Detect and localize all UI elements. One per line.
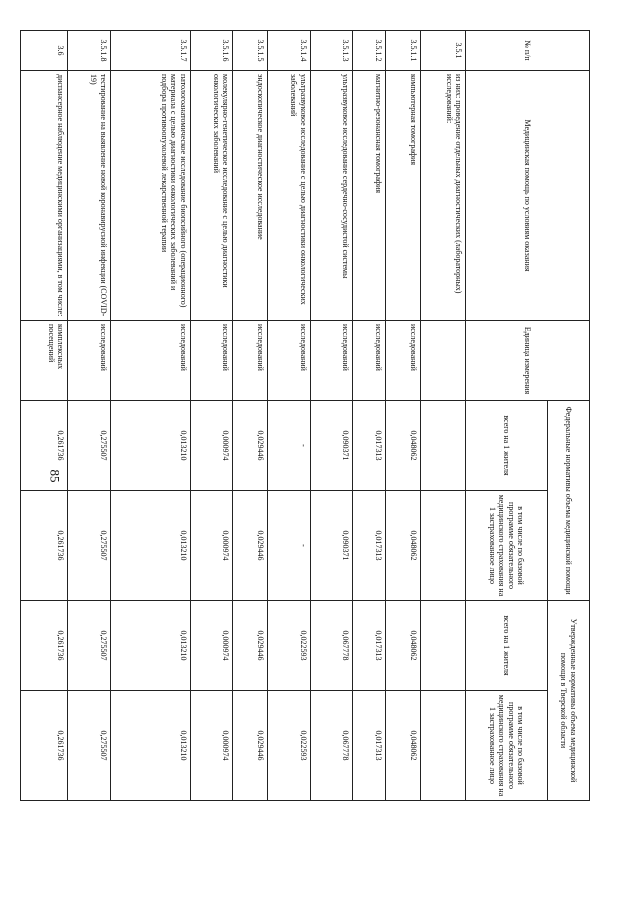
row-name: компьютерная томография: [385, 71, 420, 321]
row-approved-oms: 0,261736: [21, 691, 68, 801]
row-approved-total: 0,013210: [110, 601, 190, 691]
row-approved-oms: 0,013210: [110, 691, 190, 801]
row-approved-total: 0,017313: [353, 601, 386, 691]
row-unit: исследований: [353, 321, 386, 401]
header-care: Медицинская помощь по условиям оказания: [466, 71, 590, 321]
row-name: эндоскопическое диагностическое исследование: [232, 71, 267, 321]
row-number: 3.6: [21, 31, 68, 71]
row-approved-oms: 0,029446: [232, 691, 267, 801]
row-federal-total: 0,048062: [385, 401, 420, 491]
header-approved-total: всего на 1 жителя: [466, 601, 548, 691]
row-approved-total: 0,067778: [310, 601, 352, 691]
row-federal-total: 0,029446: [232, 401, 267, 491]
header-approved: Утвержденные нормативы объема медицинской помощи в Тверской области: [548, 601, 590, 801]
row-name: патологоанатомическое исследование биопсийного (операционного) материала с целью диагностики онкологических заболеваний и подбора противоопухолевой лекарственной терапии: [110, 71, 190, 321]
row-unit: исследований: [385, 321, 420, 401]
row-federal-oms: 0,017313: [353, 491, 386, 601]
row-approved-oms: [421, 691, 466, 801]
table-row: [310, 31, 352, 801]
header-federal-total: всего на 1 жителя: [466, 401, 548, 491]
row-federal-total: -: [268, 401, 310, 491]
row-federal-oms: 0,000974: [190, 491, 232, 601]
row-approved-oms: 0,017313: [353, 691, 386, 801]
row-approved-total: [421, 601, 466, 691]
row-number: 3.5.1.2: [353, 31, 386, 71]
row-number: 3.5.1.7: [110, 31, 190, 71]
table-row: [232, 31, 267, 801]
row-federal-oms: 0,261736: [21, 491, 68, 601]
row-number: 3.5.1: [421, 31, 466, 71]
row-federal-total: [421, 401, 466, 491]
page-number: 85: [47, 469, 63, 483]
row-federal-oms: 0,275507: [68, 491, 110, 601]
header-federal: Федеральные нормативы объема медицинской помощи: [548, 401, 590, 601]
row-unit: исследований: [110, 321, 190, 401]
row-name: ультразвуковое исследование с целью диагностики онкологических заболеваний: [268, 71, 310, 321]
row-approved-total: 0,261736: [21, 601, 68, 691]
row-approved-oms: 0,067778: [310, 691, 352, 801]
row-federal-oms: 0,090371: [310, 491, 352, 601]
table-row: [421, 31, 466, 801]
row-federal-oms: [421, 491, 466, 601]
row-approved-total: 0,275507: [68, 601, 110, 691]
table-row: [110, 31, 190, 801]
row-name: диспансерное наблюдение медицинскими организациями, в том числе:: [21, 71, 68, 321]
row-number: 3.5.1.5: [232, 31, 267, 71]
row-federal-total: 0,275507: [68, 401, 110, 491]
row-name: из них: проведение отдельных диагностических (лабораторных) исследований:: [421, 71, 466, 321]
row-name: ультразвуковое исследование сердечно-сосудистой системы: [310, 71, 352, 321]
table-row: [21, 31, 68, 801]
table-row: [268, 31, 310, 801]
rotated-table-container: [20, 30, 590, 800]
table-row: [353, 31, 386, 801]
row-approved-total: 0,048062: [385, 601, 420, 691]
row-number: 3.5.1.1: [385, 31, 420, 71]
norms-table: [20, 30, 590, 801]
row-approved-oms: 0,000974: [190, 691, 232, 801]
table-row: [190, 31, 232, 801]
table-row: [385, 31, 420, 801]
row-approved-total: 0,022593: [268, 601, 310, 691]
row-number: 3.5.1.8: [68, 31, 110, 71]
row-approved-oms: 0,022593: [268, 691, 310, 801]
header-unit: Единица измерения: [466, 321, 590, 401]
row-approved-oms: 0,048062: [385, 691, 420, 801]
row-federal-total: 0,013210: [110, 401, 190, 491]
header-num: № п/п: [466, 31, 590, 71]
row-federal-oms: 0,048062: [385, 491, 420, 601]
header-approved-oms: в том числе по базовой программе обязательного медицинского страхования на 1 застрахованное лицо: [466, 691, 548, 801]
row-name: магнитно-резонансная томография: [353, 71, 386, 321]
row-name: молекулярно-генетическое исследование с целью диагностики онкологических заболеваний: [190, 71, 232, 321]
row-number: 3.5.1.4: [268, 31, 310, 71]
row-unit: исследований: [310, 321, 352, 401]
row-number: 3.5.1.3: [310, 31, 352, 71]
row-unit: [421, 321, 466, 401]
row-approved-total: 0,029446: [232, 601, 267, 691]
row-unit: исследований: [68, 321, 110, 401]
table-row: [68, 31, 110, 801]
row-federal-total: 0,261736: [21, 401, 68, 491]
row-unit: исследований: [268, 321, 310, 401]
row-federal-total: 0,017313: [353, 401, 386, 491]
row-approved-total: 0,000974: [190, 601, 232, 691]
row-federal-total: 0,090371: [310, 401, 352, 491]
row-federal-total: 0,000974: [190, 401, 232, 491]
row-approved-oms: 0,275507: [68, 691, 110, 801]
header-federal-oms: в том числе по базовой программе обязательного медицинского страхования на 1 застрахованное лицо: [466, 491, 548, 601]
row-federal-oms: -: [268, 491, 310, 601]
row-unit: комплексных посещений: [21, 321, 68, 401]
row-name: тестирование на выявление новой коронавирусной инфекции (COVID-19): [68, 71, 110, 321]
row-federal-oms: 0,013210: [110, 491, 190, 601]
row-unit: исследований: [190, 321, 232, 401]
row-federal-oms: 0,029446: [232, 491, 267, 601]
row-unit: исследований: [232, 321, 267, 401]
row-number: 3.5.1.6: [190, 31, 232, 71]
